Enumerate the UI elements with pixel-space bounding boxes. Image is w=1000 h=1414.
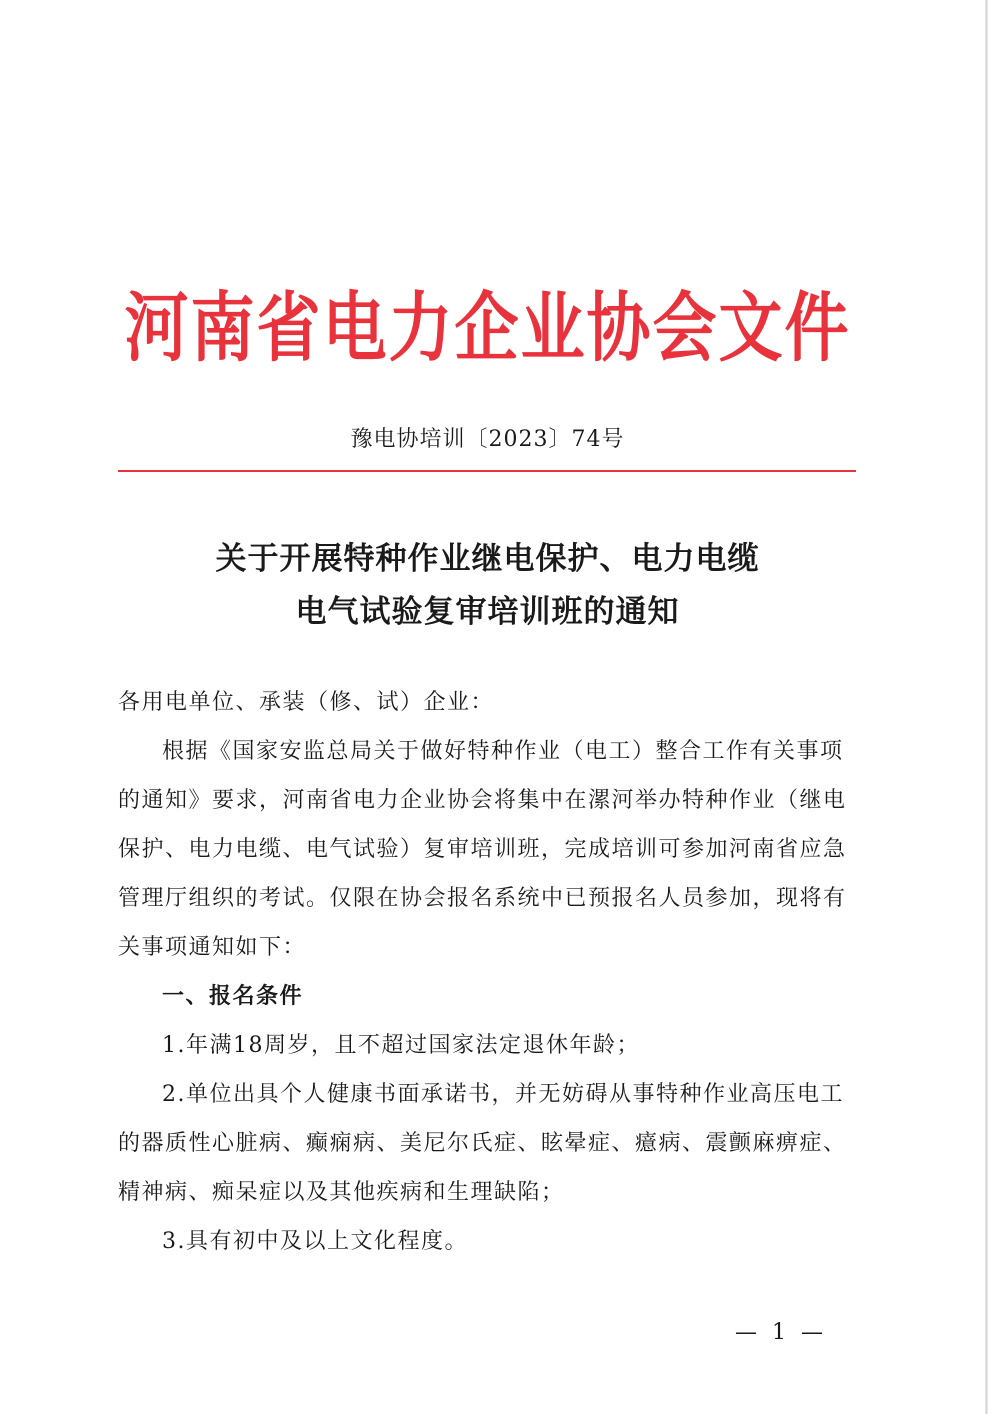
salutation: 各用电单位、承装（修、试）企业： — [118, 690, 495, 715]
notice-title-line-1: 关于开展特种作业继电保护、电力电缆 — [215, 541, 760, 577]
list-item-health: 2.单位出具个人健康书面承诺书，并无妨碍从事特种作业高压电工的器质性心脏病、癫痫病、美尼尔氏症、眩晕症、癔病、震颤麻痹症、精神病、痴呆症以及其他疾病和生理缺陷； — [118, 1082, 847, 1205]
org-header-title: 河南省电力企业协会文件 — [124, 284, 851, 374]
scan-edge-shadow — [985, 0, 988, 1414]
header-divider-line — [118, 470, 856, 472]
list-item-education: 3.具有初中及以上文化程度。 — [162, 1229, 468, 1254]
section-heading-registration: 一、报名条件 — [162, 984, 304, 1009]
list-item-age: 1.年满18周岁，且不超过国家法定退休年龄； — [162, 1033, 640, 1058]
page-number: — 1 — — [735, 1320, 827, 1345]
notice-body — [118, 678, 858, 1266]
document-number: 豫电协培训〔2023〕74号 — [350, 427, 625, 452]
notice-title-line-2: 电气试验复审培训班的通知 — [295, 594, 680, 630]
intro-paragraph: 根据《国家安监总局关于做好特种作业（电工）整合工作有关事项的通知》要求，河南省电力企业协会将集中在漯河举办特种作业（继电保护、电力电缆、电气试验）复审培训班，完成培训可参加河南省应急管理厅组织的考试。仅限在协会报名系统中已预报名人员参加，现将有关事项通知如下： — [118, 739, 847, 960]
